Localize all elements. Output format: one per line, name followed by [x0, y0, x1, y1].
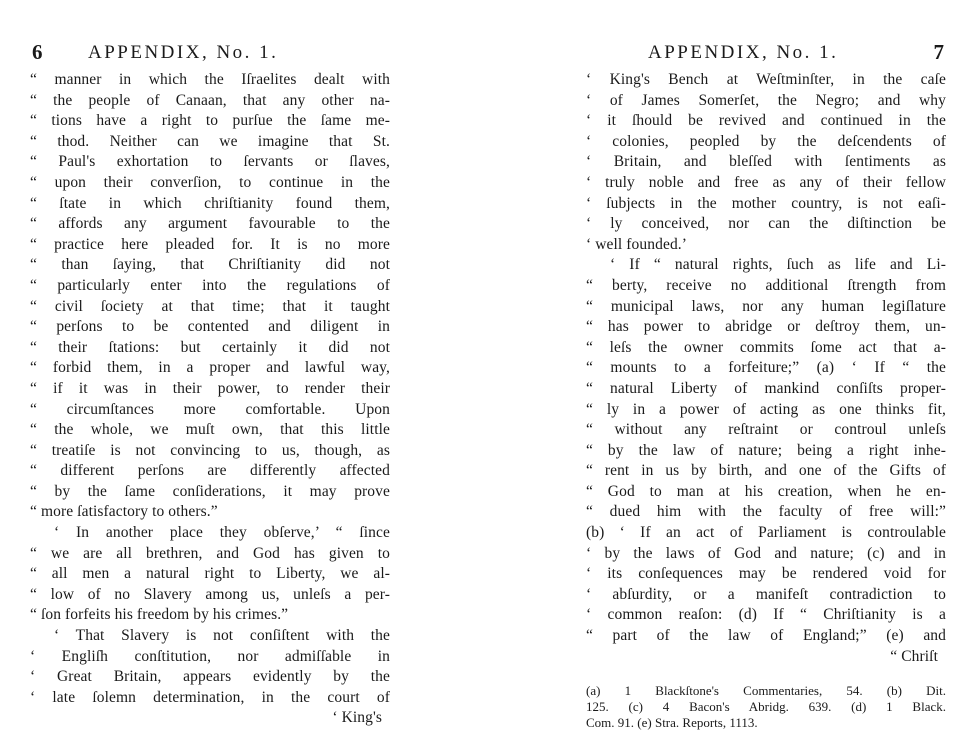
catchword: “ Chriſt [890, 647, 938, 665]
text-line: “ low of no Slavery among us, unleſs a per- [30, 585, 390, 603]
text-line: “ upon their converſion, to continue in the [30, 173, 390, 191]
left-page-header [30, 40, 390, 70]
right-page-header [586, 40, 946, 70]
text-line: “ treatiſe is not convincing to us, though, as [30, 441, 390, 459]
left-page-text [30, 70, 390, 729]
text-line: ‘ abſurdity, or a manifeſt contradiction to [586, 585, 946, 603]
text-line: “ civil ſociety at that time; that it taught [30, 297, 390, 315]
text-line: “ affords any argument favourable to the [30, 215, 390, 233]
text-line: “ by the ſame conſiderations, it may prove [30, 482, 390, 500]
text-line: ‘ Engliſh conſtitution, nor admiſſable in [30, 647, 390, 665]
running-title: APPENDIX, No. 1. [648, 42, 839, 63]
page-number: 6 [32, 40, 43, 64]
text-line: ‘ by the laws of God and nature; (c) and in [586, 544, 946, 562]
text-line: ‘ Britain, and bleſſed with ſentiments as [586, 153, 946, 171]
text-line: “ particularly enter into the regulations of [30, 276, 390, 294]
text-line: ‘ That Slavery is not conſiſtent with the [54, 627, 390, 645]
text-line: “ ſtate in which chriſtianity found them, [30, 194, 390, 212]
text-line: “ municipal laws, nor any human legiſlature [586, 297, 946, 315]
text-line: “ God to man at his creation, when he en- [586, 482, 946, 500]
running-title: APPENDIX, No. 1. [88, 42, 279, 63]
text-line: ‘ In another place they obſerve,’ “ ſince [54, 524, 390, 542]
text-line: ‘ colonies, peopled by the deſcendents of [586, 132, 946, 150]
text-line: ‘ its conſequences may be rendered void for [586, 565, 946, 583]
text-line: “ perſons to be contented and diligent in [30, 318, 390, 336]
text-line: “ dued him with the faculty of free will:” [586, 503, 946, 521]
text-line: ‘ well founded.’ [586, 235, 688, 253]
left-page [30, 40, 390, 729]
page-number: 7 [933, 40, 944, 64]
text-line: “ natural Liberty of mankind conſiſts proper- [586, 379, 946, 397]
text-line: ‘ King's Bench at Weſtminſter, in the caſe [586, 71, 946, 88]
text-line: ‘ ly conceived, nor can the diſtinction be [586, 215, 946, 233]
text-line: “ has power to abridge or deſtroy them, un- [586, 318, 946, 336]
text-line: “ berty, receive no additional ſtrength from [586, 276, 946, 294]
text-line: “ ly in a power of acting as one thinks fit, [586, 400, 946, 418]
text-line: ‘ common reaſon: (d) If “ Chriſtianity is a [586, 606, 946, 624]
text-line: “ the people of Canaan, that any other na- [30, 91, 390, 109]
text-line: “ practice here pleaded for. It is no more [30, 235, 390, 253]
text-line: (b) ‘ If an act of Parliament is controulable [586, 524, 946, 542]
catchword: ‘ King's [332, 709, 382, 727]
text-line: ‘ If “ natural rights, ſuch as life and Li- [610, 256, 946, 274]
text-line: “ circumſtances more comfortable. Upon [30, 400, 390, 418]
text-line: “ without any reſtraint or controul unleſs [586, 421, 946, 439]
text-line: ‘ late ſolemn determination, in the court of [30, 688, 390, 706]
text-line: ‘ it ſhould be revived and continued in the [586, 112, 946, 130]
text-line: “ part of the law of England;” (e) and [586, 627, 946, 645]
text-line: ‘ truly noble and free as any of their fellow [586, 173, 946, 191]
text-line: “ all men a natural right to Liberty, we al- [30, 565, 390, 583]
right-page [586, 40, 946, 731]
text-line: “ manner in which the Iſraelites dealt with [30, 71, 390, 88]
footnote-line: (a) 1 Blackſtone's Commentaries, 54. (b) Dit. [586, 683, 946, 699]
text-line: ‘ of James Somerſet, the Negro; and why [586, 91, 946, 109]
right-page-text [586, 70, 946, 667]
text-line: “ their ſtations: but certainly it did not [30, 338, 390, 356]
footnote-line: 125. (c) 4 Bacon's Abridg. 639. (d) 1 Black. [586, 699, 946, 715]
text-line: “ leſs the owner commits ſome act that a- [586, 338, 946, 356]
text-line: ‘ Great Britain, appears evidently by the [30, 668, 390, 686]
text-line: “ mounts to a forfeiture;” (a) ‘ If “ the [586, 359, 946, 377]
text-line: “ by the law of nature; being a right inhe- [586, 441, 946, 459]
text-line: “ than ſaying, that Chriſtianity did not [30, 256, 390, 274]
text-line: ‘ ſubjects in the mother country, is not eaſi- [586, 194, 946, 212]
text-line: “ tions have a right to purſue the ſame me- [30, 112, 390, 130]
text-line: “ rent in us by birth, and one of the Gifts of [586, 462, 946, 480]
text-line: “ ſon forfeits his freedom by his crimes.” [30, 606, 289, 624]
text-line: “ different perſons are differently affected [30, 462, 390, 480]
text-line: “ if it was in their power, to render their [30, 379, 390, 397]
text-line: “ thod. Neither can we imagine that St. [30, 132, 390, 150]
text-line: “ more ſatisfactory to others.” [30, 503, 218, 521]
text-line: “ Paul's exhortation to ſervants or ſlaves, [30, 153, 390, 171]
footnote-line: Com. 91. (e) Stra. Reports, 1113. [586, 715, 758, 731]
text-line: “ the whole, we muſt own, that this little [30, 421, 390, 439]
footnotes [586, 683, 946, 731]
text-line: “ we are all brethren, and God has given to [30, 544, 390, 562]
text-line: “ forbid them, in a proper and lawful way, [30, 359, 390, 377]
